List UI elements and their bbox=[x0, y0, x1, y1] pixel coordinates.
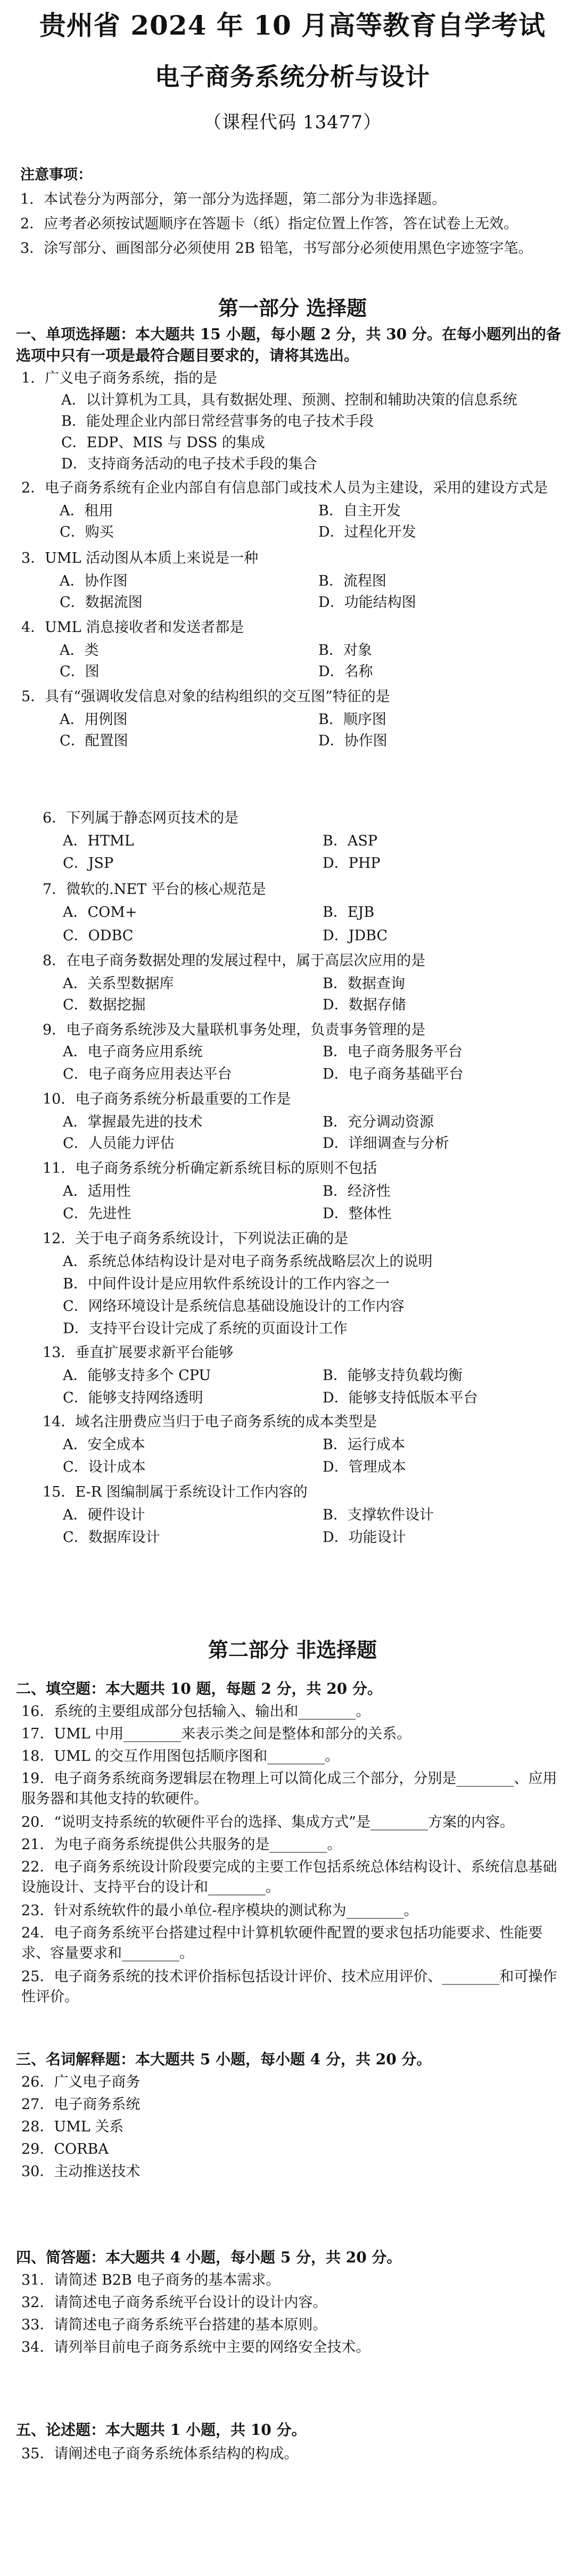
question-1-stem: 1．广义电子商务系统，指的是 bbox=[21, 370, 218, 387]
essay-section: 五、论述题：本大题共 1 小题，共 10 分。 bbox=[16, 2421, 307, 2439]
question-8-option-d: D．数据存储 bbox=[323, 997, 406, 1013]
question-13-option-d: D．能够支持低版本平台 bbox=[323, 1390, 478, 1406]
question-3-option-b: B．流程图 bbox=[318, 573, 386, 589]
short-question-32: 32．请简述电子商务系统平台设计的设计内容。 bbox=[21, 2294, 327, 2311]
question-6-option-a: A．HTML bbox=[63, 833, 134, 849]
question-8-option-b: B．数据查询 bbox=[323, 975, 405, 992]
question-6-option-d: D．PHP bbox=[323, 855, 381, 872]
term-question-26: 26．广义电子商务 bbox=[21, 2074, 141, 2090]
question-10-option-d: D．详细调查与分析 bbox=[323, 1135, 449, 1152]
question-9-stem: 9．电子商务系统涉及大量联机事务处理，负责事务管理的是 bbox=[43, 1022, 426, 1038]
notice-item-1: 1．本试卷分为两部分，第一部分为选择题，第二部分为非选择题。 bbox=[20, 191, 447, 208]
question-4-option-a: A．类 bbox=[60, 642, 99, 659]
question-9-option-a: A．电子商务应用系统 bbox=[63, 1044, 203, 1060]
fill-question-21: 21．为电子商务系统提供公共服务的是________。 bbox=[21, 1836, 342, 1853]
question-9-option-b: B．电子商务服务平台 bbox=[323, 1044, 463, 1060]
question-15-option-c: C．数据库设计 bbox=[63, 1529, 160, 1546]
question-8-option-c: C．数据挖掘 bbox=[63, 997, 146, 1013]
question-1-option-c: C．EDP、MIS 与 DSS 的集成 bbox=[61, 434, 265, 451]
question-7-option-c: C．ODBC bbox=[63, 928, 134, 944]
short-question-33: 33．请简述电子商务系统平台搭建的基本原则。 bbox=[21, 2317, 327, 2333]
question-10-option-b: B．充分调动资源 bbox=[323, 1114, 434, 1130]
question-4-stem: 4．UML 消息接收者和发送者都是 bbox=[21, 619, 244, 636]
notice-item-3: 3．涂写部分、画图部分必须使用 2B 铅笔，书写部分必须使用黑色字迹签字笔。 bbox=[20, 240, 533, 257]
question-10-stem: 10．电子商务系统分析最重要的工作是 bbox=[43, 1091, 291, 1107]
question-15-option-d: D．功能设计 bbox=[323, 1529, 406, 1546]
fill-question-22: 22．电子商务系统设计阶段要完成的主要工作包括系统总体结构设计、系统信息基础设施设计、支持平台的设计和________。 bbox=[21, 1859, 557, 1896]
question-14-option-b: B．运行成本 bbox=[323, 1437, 405, 1453]
question-6-stem: 6．下列属于静态网页技术的是 bbox=[43, 810, 239, 826]
question-8-option-a: A．关系型数据库 bbox=[63, 975, 174, 992]
term-question-27: 27．电子商务系统 bbox=[21, 2096, 141, 2113]
exam-title: 贵州省 2024 年 10 月高等教育自学考试 bbox=[39, 10, 546, 41]
fill-question-20: 20．“说明支持系统的软硬件平台的选择、集成方式”是________方案的内容。 bbox=[21, 1814, 514, 1831]
question-5-option-d: D．协作图 bbox=[318, 733, 388, 749]
single-choice-section: 一、单项选择题：本大题共 15 小题，每小题 2 分，共 30 分。在每小题列出的备选项中只有一项是最符合题目要求的，请将其选出。 bbox=[16, 325, 561, 364]
fill-question-25: 25．电子商务系统的技术评价指标包括设计评价、技术应用评价、________和可操作性评价。 bbox=[21, 1968, 557, 2005]
term-section: 三、名词解释题：本大题共 5 小题，每小题 4 分，共 20 分。 bbox=[16, 2050, 432, 2068]
question-5-option-a: A．用例图 bbox=[60, 711, 128, 728]
question-3-option-a: A．协作图 bbox=[60, 573, 128, 589]
question-13-option-b: B．能够支持负载均衡 bbox=[323, 1367, 463, 1384]
fill-question-16: 16．系统的主要组成部分包括输入、输出和________。 bbox=[21, 1703, 370, 1720]
question-7-stem: 7．微软的.NET 平台的核心规范是 bbox=[43, 881, 266, 898]
question-4-option-d: D．名称 bbox=[318, 663, 373, 680]
course-code: （课程代码 13477） bbox=[203, 112, 382, 133]
question-1-option-b: B．能处理企业内部日常经营事务的电子技术手段 bbox=[61, 413, 374, 430]
term-question-29: 29．CORBA bbox=[21, 2141, 109, 2157]
question-1-option-d: D．支持商务活动的电子技术手段的集合 bbox=[61, 456, 317, 472]
question-4-option-c: C．图 bbox=[60, 663, 100, 680]
fill-question-18: 18．UML 的交互作用图包括顺序图和________。 bbox=[21, 1748, 340, 1765]
term-question-30: 30．主动推送技术 bbox=[21, 2163, 141, 2180]
question-3-option-d: D．功能结构图 bbox=[318, 594, 416, 611]
fill-question-17: 17．UML 中用________来表示类之间是整体和部分的关系。 bbox=[21, 1726, 411, 1742]
question-15-stem: 15．E-R 图编制属于系统设计工作内容的 bbox=[43, 1484, 308, 1500]
question-12-option-a: A．系统总体结构设计是对电子商务系统战略层次上的说明 bbox=[63, 1253, 433, 1270]
question-2-option-c: C．购买 bbox=[60, 524, 114, 540]
question-13-option-a: A．能够支持多个 CPU bbox=[63, 1367, 211, 1384]
question-14-option-a: A．安全成本 bbox=[63, 1437, 145, 1453]
question-3-option-c: C．数据流图 bbox=[60, 594, 143, 611]
question-11-option-b: B．经济性 bbox=[323, 1183, 391, 1200]
question-14-option-d: D．管理成本 bbox=[323, 1459, 406, 1475]
fill-question-19: 19．电子商务系统商务逻辑层在物理上可以简化成三个部分，分别是________、应用服务器和其他支持的软硬件。 bbox=[21, 1770, 557, 1807]
question-9-option-d: D．电子商务基础平台 bbox=[323, 1066, 464, 1082]
question-5-stem: 5．具有“强调收发信息对象的结构组织的交互图”特征的是 bbox=[21, 688, 390, 705]
question-2-option-a: A．租用 bbox=[60, 503, 113, 519]
question-11-stem: 11．电子商务系统分析确定新系统目标的原则不包括 bbox=[43, 1160, 377, 1177]
short-question-34: 34．请列举目前电子商务系统中主要的网络安全技术。 bbox=[21, 2339, 370, 2356]
question-7-option-a: A．COM+ bbox=[63, 904, 137, 921]
question-3-stem: 3．UML 活动图从本质上来说是一种 bbox=[21, 550, 259, 567]
question-12-option-d: D．支持平台设计完成了系统的页面设计工作 bbox=[63, 1320, 348, 1337]
question-12-stem: 12．关于电子商务系统设计，下列说法正确的是 bbox=[43, 1230, 349, 1247]
question-6-option-c: C．JSP bbox=[63, 855, 114, 872]
question-4-option-b: B．对象 bbox=[318, 642, 372, 659]
short-answer-section: 四、简答题：本大题共 4 小题，每小题 5 分，共 20 分。 bbox=[16, 2249, 402, 2266]
question-9-option-c: C．电子商务应用表达平台 bbox=[63, 1066, 232, 1082]
short-question-31: 31．请简述 B2B 电子商务的基本需求。 bbox=[21, 2272, 281, 2288]
question-14-option-c: C．设计成本 bbox=[63, 1459, 146, 1475]
fill-section: 二、填空题：本大题共 10 题，每题 2 分，共 20 分。 bbox=[16, 1680, 382, 1697]
question-2-option-d: D．过程化开发 bbox=[318, 524, 416, 540]
question-1-option-a: A．以计算机为工具，具有数据处理、预测、控制和辅助决策的信息系统 bbox=[61, 392, 517, 408]
question-5-option-b: B．顺序图 bbox=[318, 711, 386, 728]
question-12-option-b: B．中间件设计是应用软件系统设计的工作内容之一 bbox=[63, 1276, 390, 1292]
fill-question-23: 23．针对系统软件的最小单位-程序模块的测试称为________。 bbox=[21, 1902, 418, 1919]
fill-question-24: 24．电子商务系统平台搭建过程中计算机软硬件配置的要求包括功能要求、性能要求、容量要求和________。 bbox=[21, 1925, 543, 1962]
question-13-stem: 13．垂直扩展要求新平台能够 bbox=[43, 1344, 234, 1361]
course-title: 电子商务系统分析与设计 bbox=[155, 62, 430, 91]
notice-item-2: 2．应考者必须按试题顺序在答题卡（纸）指定位置上作答，答在试卷上无效。 bbox=[20, 216, 518, 232]
question-2-stem: 2．电子商务系统有企业内部自有信息部门或技术人员为主建设，采用的建设方式是 bbox=[21, 480, 548, 496]
notice-title: 注意事项： bbox=[20, 167, 92, 183]
question-13-option-c: C．能够支持网络透明 bbox=[63, 1390, 203, 1406]
question-10-option-a: A．掌握最先进的技术 bbox=[63, 1114, 203, 1130]
question-10-option-c: C．人员能力评估 bbox=[63, 1135, 175, 1152]
term-question-28: 28．UML 关系 bbox=[21, 2119, 124, 2135]
essay-question-35: 35．请阐述电子商务系统体系结构的构成。 bbox=[21, 2446, 299, 2462]
question-11-option-a: A．适用性 bbox=[63, 1183, 131, 1200]
question-15-option-b: B．支撑软件设计 bbox=[323, 1507, 434, 1523]
question-6-option-b: B．ASP bbox=[323, 833, 378, 849]
question-2-option-b: B．自主开发 bbox=[318, 503, 401, 519]
question-11-option-d: D．整体性 bbox=[323, 1205, 392, 1222]
question-7-option-d: D．JDBC bbox=[323, 928, 388, 944]
part2-title: 第二部分 非选择题 bbox=[208, 1638, 377, 1662]
question-8-stem: 8．在电子商务数据处理的发展过程中，属于高层次应用的是 bbox=[43, 953, 426, 969]
question-11-option-c: C．先进性 bbox=[63, 1205, 131, 1222]
question-5-option-c: C．配置图 bbox=[60, 733, 128, 749]
question-7-option-b: B．EJB bbox=[323, 904, 375, 921]
question-15-option-a: A．硬件设计 bbox=[63, 1507, 145, 1523]
part1-title: 第一部分 选择题 bbox=[218, 296, 367, 320]
question-14-stem: 14．域名注册费应当归于电子商务系统的成本类型是 bbox=[43, 1414, 377, 1430]
question-12-option-c: C．网络环境设计是系统信息基础设施设计的工作内容 bbox=[63, 1298, 405, 1315]
